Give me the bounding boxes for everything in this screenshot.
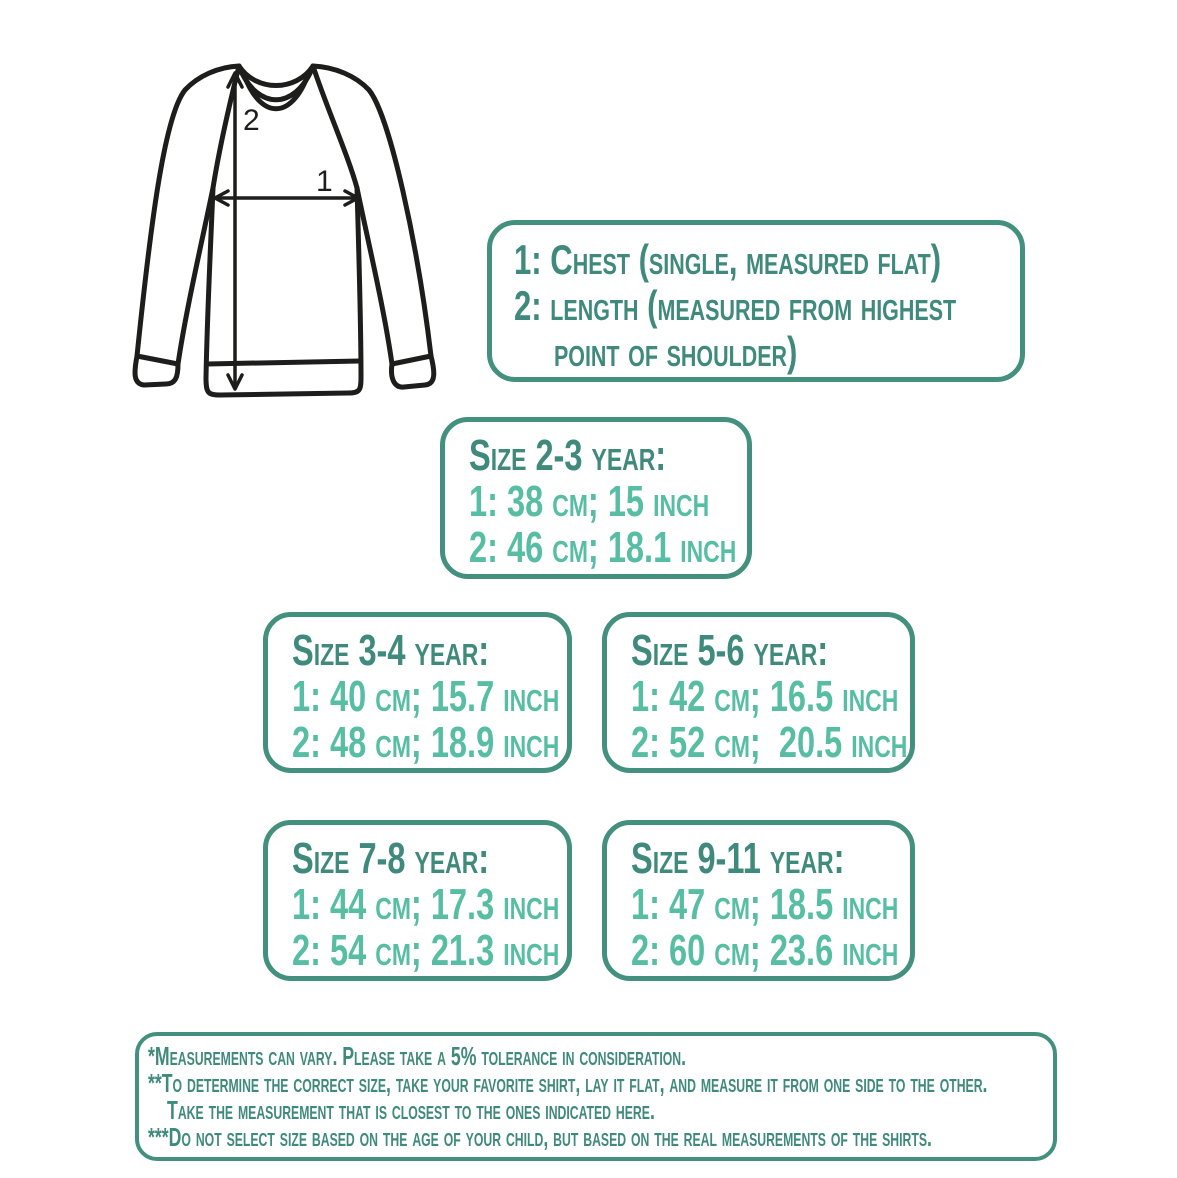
length-measurement: 2: 52 cm; 20.5 inch: [631, 718, 908, 767]
length-measurement: 2: 54 cm; 21.3 inch: [292, 926, 560, 975]
footnote-how-to-measure: **To determine the correct size, take your favorite shirt, lay it flat, and measure it from one side to the other.: [148, 1068, 988, 1098]
length-measurement: 2: 46 cm; 18.1 inch: [469, 523, 737, 572]
size-title: Size 3-4 year:: [292, 626, 490, 675]
chest-arrow-label: 1: [316, 165, 333, 198]
shirt-diagram: [128, 50, 476, 408]
chest-measurement: 1: 42 cm; 16.5 inch: [631, 672, 899, 721]
size-box-7-8-year: [263, 820, 572, 981]
measurement-legend-box: [487, 220, 1025, 382]
footnote-tolerance: *Measurements can vary. Please take a 5% tolerance in consideration.: [148, 1041, 687, 1071]
length-arrow-label: 2: [243, 104, 260, 137]
size-box-2-3-year: [440, 417, 752, 579]
footnote-how-to-measure-cont: Take the measurement that is closest to the ones indicated here.: [167, 1095, 655, 1125]
size-box-3-4-year: [263, 612, 572, 773]
length-measurement: 2: 48 cm; 18.9 inch: [292, 718, 560, 767]
legend-line-chest: 1: Chest (single, measured flat): [514, 236, 942, 283]
left-cuff-line: [137, 356, 178, 364]
chest-measurement: 1: 38 cm; 15 inch: [469, 477, 710, 526]
chest-measurement: 1: 40 cm; 15.7 inch: [292, 672, 560, 721]
right-cuff-line: [392, 356, 431, 364]
legend-line-length-cont: point of shoulder): [553, 328, 798, 375]
legend-line-length: 2: length (measured from highest: [514, 282, 957, 329]
size-title: Size 7-8 year:: [292, 834, 490, 883]
size-title: Size 9-11 year:: [631, 834, 845, 883]
torso-right-edge: [357, 188, 361, 377]
footnote-age-warning: ***Do not select size based on the age of your child, but based on the real measurements of the shirts.: [148, 1122, 932, 1152]
length-measurement: 2: 60 cm; 23.6 inch: [631, 926, 899, 975]
chest-measurement: 1: 47 cm; 18.5 inch: [631, 880, 899, 929]
size-title: Size 2-3 year:: [469, 431, 667, 480]
chest-measurement: 1: 44 cm; 17.3 inch: [292, 880, 560, 929]
footnotes-box: [135, 1032, 1057, 1161]
size-title: Size 5-6 year:: [631, 626, 829, 675]
hem-band-line: [207, 361, 360, 364]
size-box-5-6-year: [602, 612, 915, 773]
size-box-9-11-year: [602, 820, 915, 981]
